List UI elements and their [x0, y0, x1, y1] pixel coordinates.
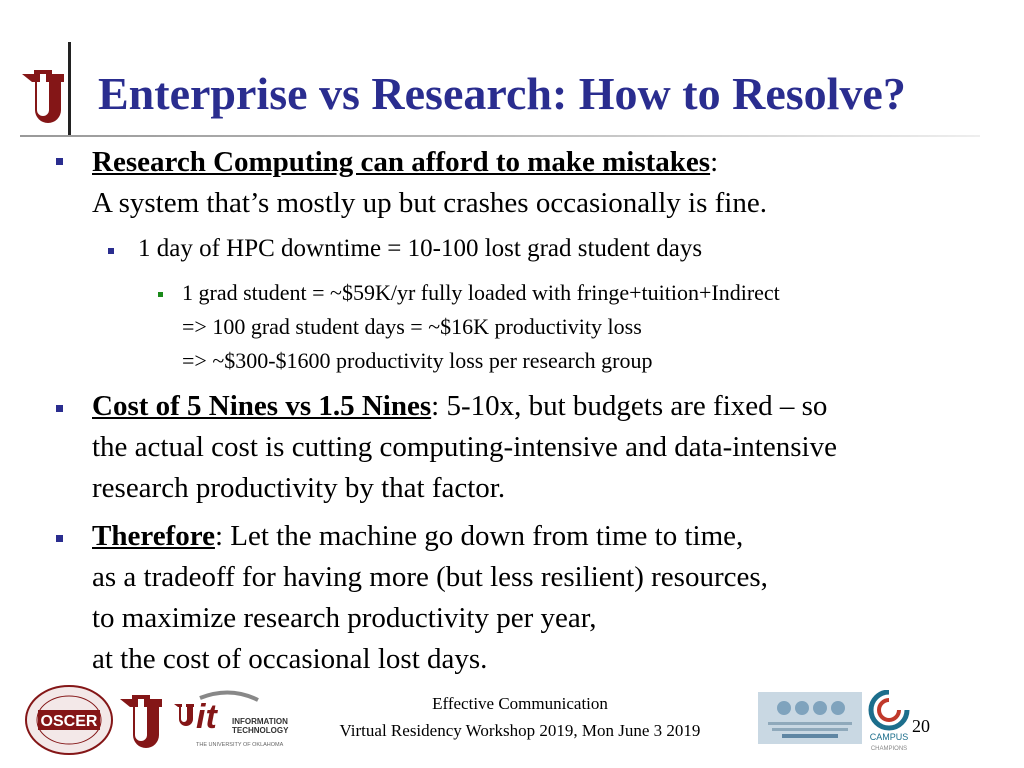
campus-sub-text: CHAMPIONS	[870, 746, 908, 752]
bullet-3-line2: as a tradeoff for having more (but less resilient) resources,	[92, 561, 768, 593]
bullet-1-subsub	[182, 276, 780, 378]
it-text-line3: THE UNIVERSITY OF OKLAHOMA	[196, 742, 284, 748]
bullet-2-line2: the actual cost is cutting computing-intensive and data-intensive	[92, 431, 837, 463]
subsub-line: => 100 grad student days = ~$16K productivity loss	[182, 314, 642, 339]
campus-champions-logo	[866, 690, 912, 756]
ou-it-logo	[170, 690, 290, 754]
title-vertical-rule	[68, 42, 71, 136]
bullet-1-colon: :	[710, 146, 719, 178]
bullet-marker	[56, 158, 63, 165]
bullet-marker	[158, 292, 163, 297]
footer-line1: Effective Communication	[432, 694, 608, 713]
bullet-3	[92, 516, 992, 680]
bullet-3-rest: : Let the machine go down from time to time,	[214, 520, 744, 552]
slide-title: Enterprise vs Research: How to Resolve?	[98, 68, 906, 119]
ou-logo-large	[118, 692, 164, 752]
bullet-1-line2: A system that’s mostly up but crashes occasionally is fine.	[92, 187, 767, 219]
bullet-2-heading: Cost of 5 Nines vs 1.5 Nines	[92, 390, 432, 422]
it-text: it	[196, 698, 217, 736]
page-number: 20	[912, 716, 930, 736]
subsub-line: => ~$300-$1600 productivity loss per research group	[182, 348, 653, 373]
oscer-logo	[24, 684, 114, 756]
bullet-3-line3: to maximize research productivity per year,	[92, 602, 597, 634]
oscer-text: OSCER	[40, 713, 98, 730]
it-text-line2: TECHNOLOGY	[232, 726, 289, 735]
bullet-1-sub: 1 day of HPC downtime = 10-100 lost grad student days	[138, 235, 703, 262]
campus-text: CAMPUS	[869, 732, 909, 742]
bullet-2-line3: research productivity by that factor.	[92, 472, 506, 504]
bullet-2-rest: : 5-10x, but budgets are fixed – so	[431, 390, 828, 422]
bullet-1-heading: Research Computing can afford to make mistakes	[92, 146, 711, 178]
bullet-3-line4: at the cost of occasional lost days.	[92, 643, 488, 675]
bullet-marker	[56, 405, 63, 412]
footer-line2: Virtual Residency Workshop 2019, Mon June 3 2019	[339, 721, 701, 740]
title-horizontal-rule	[20, 135, 980, 137]
bullet-1	[92, 142, 992, 224]
bullet-3-heading: Therefore	[92, 520, 215, 552]
bullet-2	[92, 386, 992, 509]
footer-text	[305, 690, 735, 744]
bullet-marker	[56, 535, 63, 542]
ou-logo	[20, 68, 66, 126]
it-text-line1: INFORMATION	[232, 717, 288, 726]
subsub-line: 1 grad student = ~$59K/yr fully loaded with fringe+tuition+Indirect	[182, 280, 780, 305]
bullet-marker	[108, 248, 114, 254]
aci-ref-logo	[758, 692, 862, 744]
